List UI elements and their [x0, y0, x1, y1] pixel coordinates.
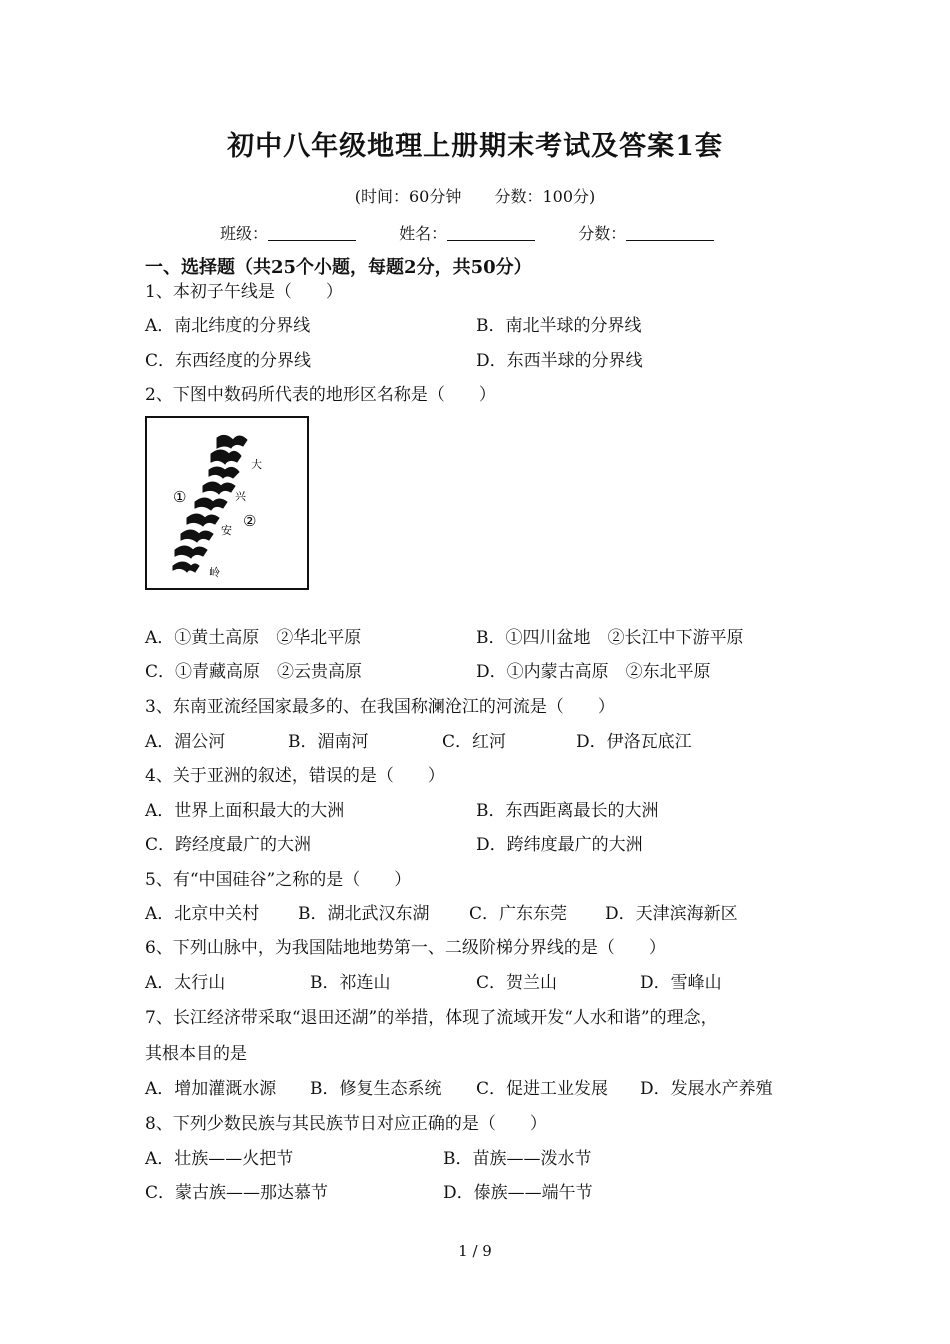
q2-stem: 2、下图中数码所代表的地形区名称是（ ）: [145, 385, 496, 405]
q4-option-b: B．东西距离最长的大洲: [476, 801, 659, 821]
score-label: 分数：: [578, 224, 627, 243]
exam-meta: [0, 184, 950, 207]
q3-option-b: B．湄南河: [288, 732, 369, 752]
q7-option-c: C．促进工业发展: [476, 1079, 609, 1099]
q4-option-c: C．跨经度最广的大洲: [145, 835, 312, 855]
region-label-1: ①: [173, 488, 187, 506]
mountain-range-illustration: [147, 418, 307, 588]
mountain-stroke: [211, 450, 241, 464]
q3-stem: 3、东南亚流经国家最多的、在我国称澜沧江的河流是（ ）: [145, 697, 615, 717]
mountain-stroke: [173, 562, 199, 572]
q4-stem: 4、关于亚洲的叙述，错误的是（ ）: [145, 766, 445, 786]
q2-option-b: B．①四川盆地 ②长江中下游平原: [476, 628, 744, 648]
q4-option-a: A．世界上面积最大的大洲: [145, 801, 345, 821]
q3-option-d: D．伊洛瓦底江: [576, 732, 692, 752]
q5-option-d: D．天津滨海新区: [605, 904, 738, 924]
q8-option-c: C．蒙古族——那达慕节: [145, 1183, 329, 1203]
map-char-ling: 岭: [209, 566, 220, 579]
mountain-stroke: [203, 482, 235, 494]
q7-stem-line2: 其根本目的是: [145, 1044, 247, 1064]
class-field[interactable]: [220, 221, 356, 244]
q5-option-a: A．北京中关村: [145, 904, 260, 924]
q1-option-c: C．东西经度的分界线: [145, 351, 312, 371]
map-char-xing: 兴: [235, 490, 246, 503]
q5-stem: 5、有“中国硅谷”之称的是（ ）: [145, 870, 412, 890]
q3-option-c: C．红河: [442, 732, 507, 752]
page-number: 1 / 9: [458, 1242, 492, 1260]
q7-option-b: B．修复生态系统: [310, 1079, 442, 1099]
q8-option-b: B．苗族——泼水节: [443, 1149, 592, 1169]
mountain-stroke: [187, 514, 219, 526]
q2-option-c: C．①青藏高原 ②云贵高原: [145, 662, 363, 682]
q5-option-c: C．广东东莞: [469, 904, 568, 924]
section-heading: 一、选择题（共25个小题，每题2分，共50分）: [145, 257, 532, 278]
q7-option-a: A．增加灌溉水源: [145, 1079, 277, 1099]
mountain-stroke: [181, 530, 213, 542]
q3-option-a: A．湄公河: [145, 732, 226, 752]
q6-option-a: A．太行山: [145, 973, 226, 993]
q8-stem: 8、下列少数民族与其民族节日对应正确的是（ ）: [145, 1114, 547, 1134]
q8-option-a: A．壮族——火把节: [145, 1149, 294, 1169]
class-label: 班级：: [220, 224, 269, 243]
q7-stem-line1: 7、长江经济带采取“退田还湖”的举措，体现了流域开发“人水和谐”的理念，: [145, 1008, 718, 1028]
q6-stem: 6、下列山脉中，为我国陆地地势第一、二级阶梯分界线的是（ ）: [145, 938, 666, 958]
name-blank[interactable]: [447, 224, 535, 241]
map-char-an: 安: [221, 524, 232, 537]
q6-option-c: C．贺兰山: [476, 973, 558, 993]
q2-option-a: A．①黄土高原 ②华北平原: [145, 628, 362, 648]
q1-stem: 1、本初子午线是（ ）: [145, 282, 343, 302]
mountain-stroke: [209, 467, 239, 478]
q2-option-d: D．①内蒙古高原 ②东北平原: [476, 662, 711, 682]
exam-time: (时间：60分钟: [354, 187, 462, 206]
mountain-stroke: [175, 546, 207, 558]
name-label: 姓名：: [399, 224, 448, 243]
page-title: 初中八年级地理上册期末考试及答案1套: [227, 131, 723, 162]
exam-total-score: 分数：100分): [494, 187, 596, 206]
q4-option-d: D．跨纬度最广的大洲: [476, 835, 643, 855]
q7-option-d: D．发展水产养殖: [640, 1079, 773, 1099]
map-char-da: 大: [251, 458, 262, 471]
mountain-stroke: [195, 498, 227, 510]
q6-option-b: B．祁连山: [310, 973, 391, 993]
class-blank[interactable]: [268, 224, 356, 241]
q8-option-d: D．傣族——端午节: [443, 1183, 593, 1203]
student-fields: [220, 221, 752, 244]
q1-option-b: B．南北半球的分界线: [476, 316, 642, 336]
score-blank[interactable]: [626, 224, 714, 241]
q1-option-a: A．南北纬度的分界线: [145, 316, 311, 336]
region-label-2: ②: [243, 512, 257, 530]
mountain-stroke: [217, 435, 247, 448]
score-field[interactable]: [578, 221, 714, 244]
q1-option-d: D．东西半球的分界线: [476, 351, 643, 371]
terrain-map-figure: [145, 416, 309, 590]
name-field[interactable]: [399, 221, 535, 244]
q5-option-b: B．湖北武汉东湖: [298, 904, 430, 924]
q6-option-d: D．雪峰山: [640, 973, 722, 993]
